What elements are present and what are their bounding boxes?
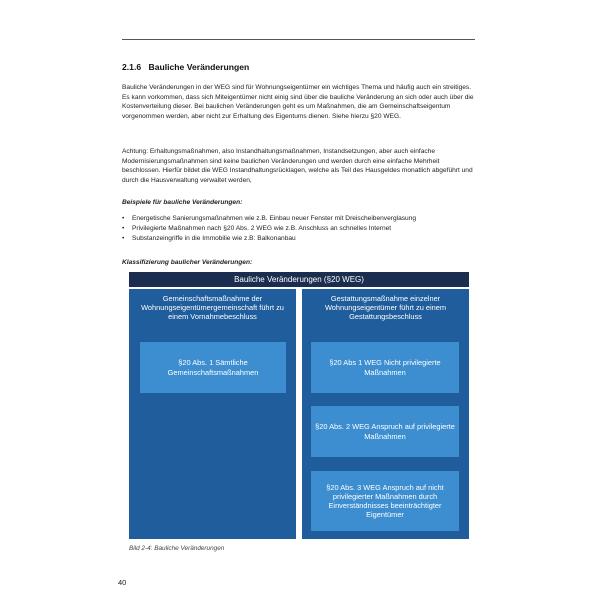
classification-heading: Klassifizierung baulicher Veränderungen: xyxy=(122,259,253,266)
right-box-abs1-text: §20 Abs 1 WEG Nicht privilegierte Maßnahmen xyxy=(329,358,441,377)
left-box-abs1-text: §20 Abs. 1 Sämtliche Gemeinschaftsmaßnahmen xyxy=(167,358,259,377)
right-column-heading: Gestattungsmaßnahme einzelner Wohnungseigentümer führt zu einem Gestattungsbeschluss xyxy=(324,294,447,322)
diagram-right-column xyxy=(302,289,469,539)
diagram-left-column xyxy=(129,289,296,539)
list-item: • Substanzeingriffe in die Immobilie wie z.B: Balkonanbau xyxy=(122,234,482,244)
examples-heading: Beispiele für bauliche Veränderungen: xyxy=(122,199,243,206)
right-box-abs1 xyxy=(311,342,459,393)
paragraph-2: Achtung: Erhaltungsmaßnahmen, also Instandhaltungsmaßnahmen, Instandsetzungen, aber auch einfache Modernisierungsmaßnahmen sind keine baulichen Veränderungen und werden durch eine einfache Mehrheit beschlossen. Hierfür bildet die WEG Instandhaltungsrücklagen, welche als Teil des Hausgeldes monatlich abgeführt und durch die Hausverwaltung verwaltet werden, xyxy=(122,148,473,184)
right-box-abs2-text: §20 Abs. 2 WEG Anspruch auf privilegierte Maßnahmen xyxy=(315,422,455,441)
right-box-abs3-text: §20 Abs. 3 WEG Anspruch auf nicht privilegierter Maßnahmen durch Einverständnisses beeinträchtigter Eigentümer xyxy=(326,482,444,520)
diagram-title: Bauliche Veränderungen (§20 WEG) xyxy=(129,272,469,287)
section-title: Bauliche Veränderungen xyxy=(148,62,250,72)
right-box-abs3 xyxy=(311,471,459,531)
paragraph-1: Bauliche Veränderungen in der WEG sind für Wohnungseigentümer ein wichtiges Thema und häufig auch ein streitiges. Es kann vorkommen, dass sich Miteigentümer nicht einig sind über die bauliche Veränderung an sich oder auch über die Kostenverteilung dieser. Bei baulichen Veränderungen geht es um Maßnahmen, die am Gemeinschaftseigentum vorgenommen werden, aber nicht zur Erhaltung des Eigentums dienen. Siehe hierzu §20 WEG. xyxy=(122,84,474,120)
left-column-heading: Gemeinschaftsmaßnahme der Wohnungseigentümergemeinschaft führt zu einem Vornahmebeschluss xyxy=(141,294,284,322)
right-box-abs2 xyxy=(311,406,459,457)
page-number: 40 xyxy=(118,578,127,587)
list-item: • Privilegierte Maßnahmen nach §20 Abs. 2 WEG wie z.B. Anschluss an schnelles Internet xyxy=(122,224,482,234)
examples-list xyxy=(122,214,482,244)
left-box-abs1 xyxy=(140,342,286,393)
figure-caption: Bild 2-4: Bauliche Veränderungen xyxy=(129,545,225,552)
section-number: 2.1.6 xyxy=(122,62,142,72)
section-heading xyxy=(122,62,249,72)
header-rule xyxy=(122,39,475,40)
list-item: • Energetische Sanierungsmaßnahmen wie z.B. Einbau neuer Fenster mit Dreischeibenverglasung xyxy=(122,214,482,224)
